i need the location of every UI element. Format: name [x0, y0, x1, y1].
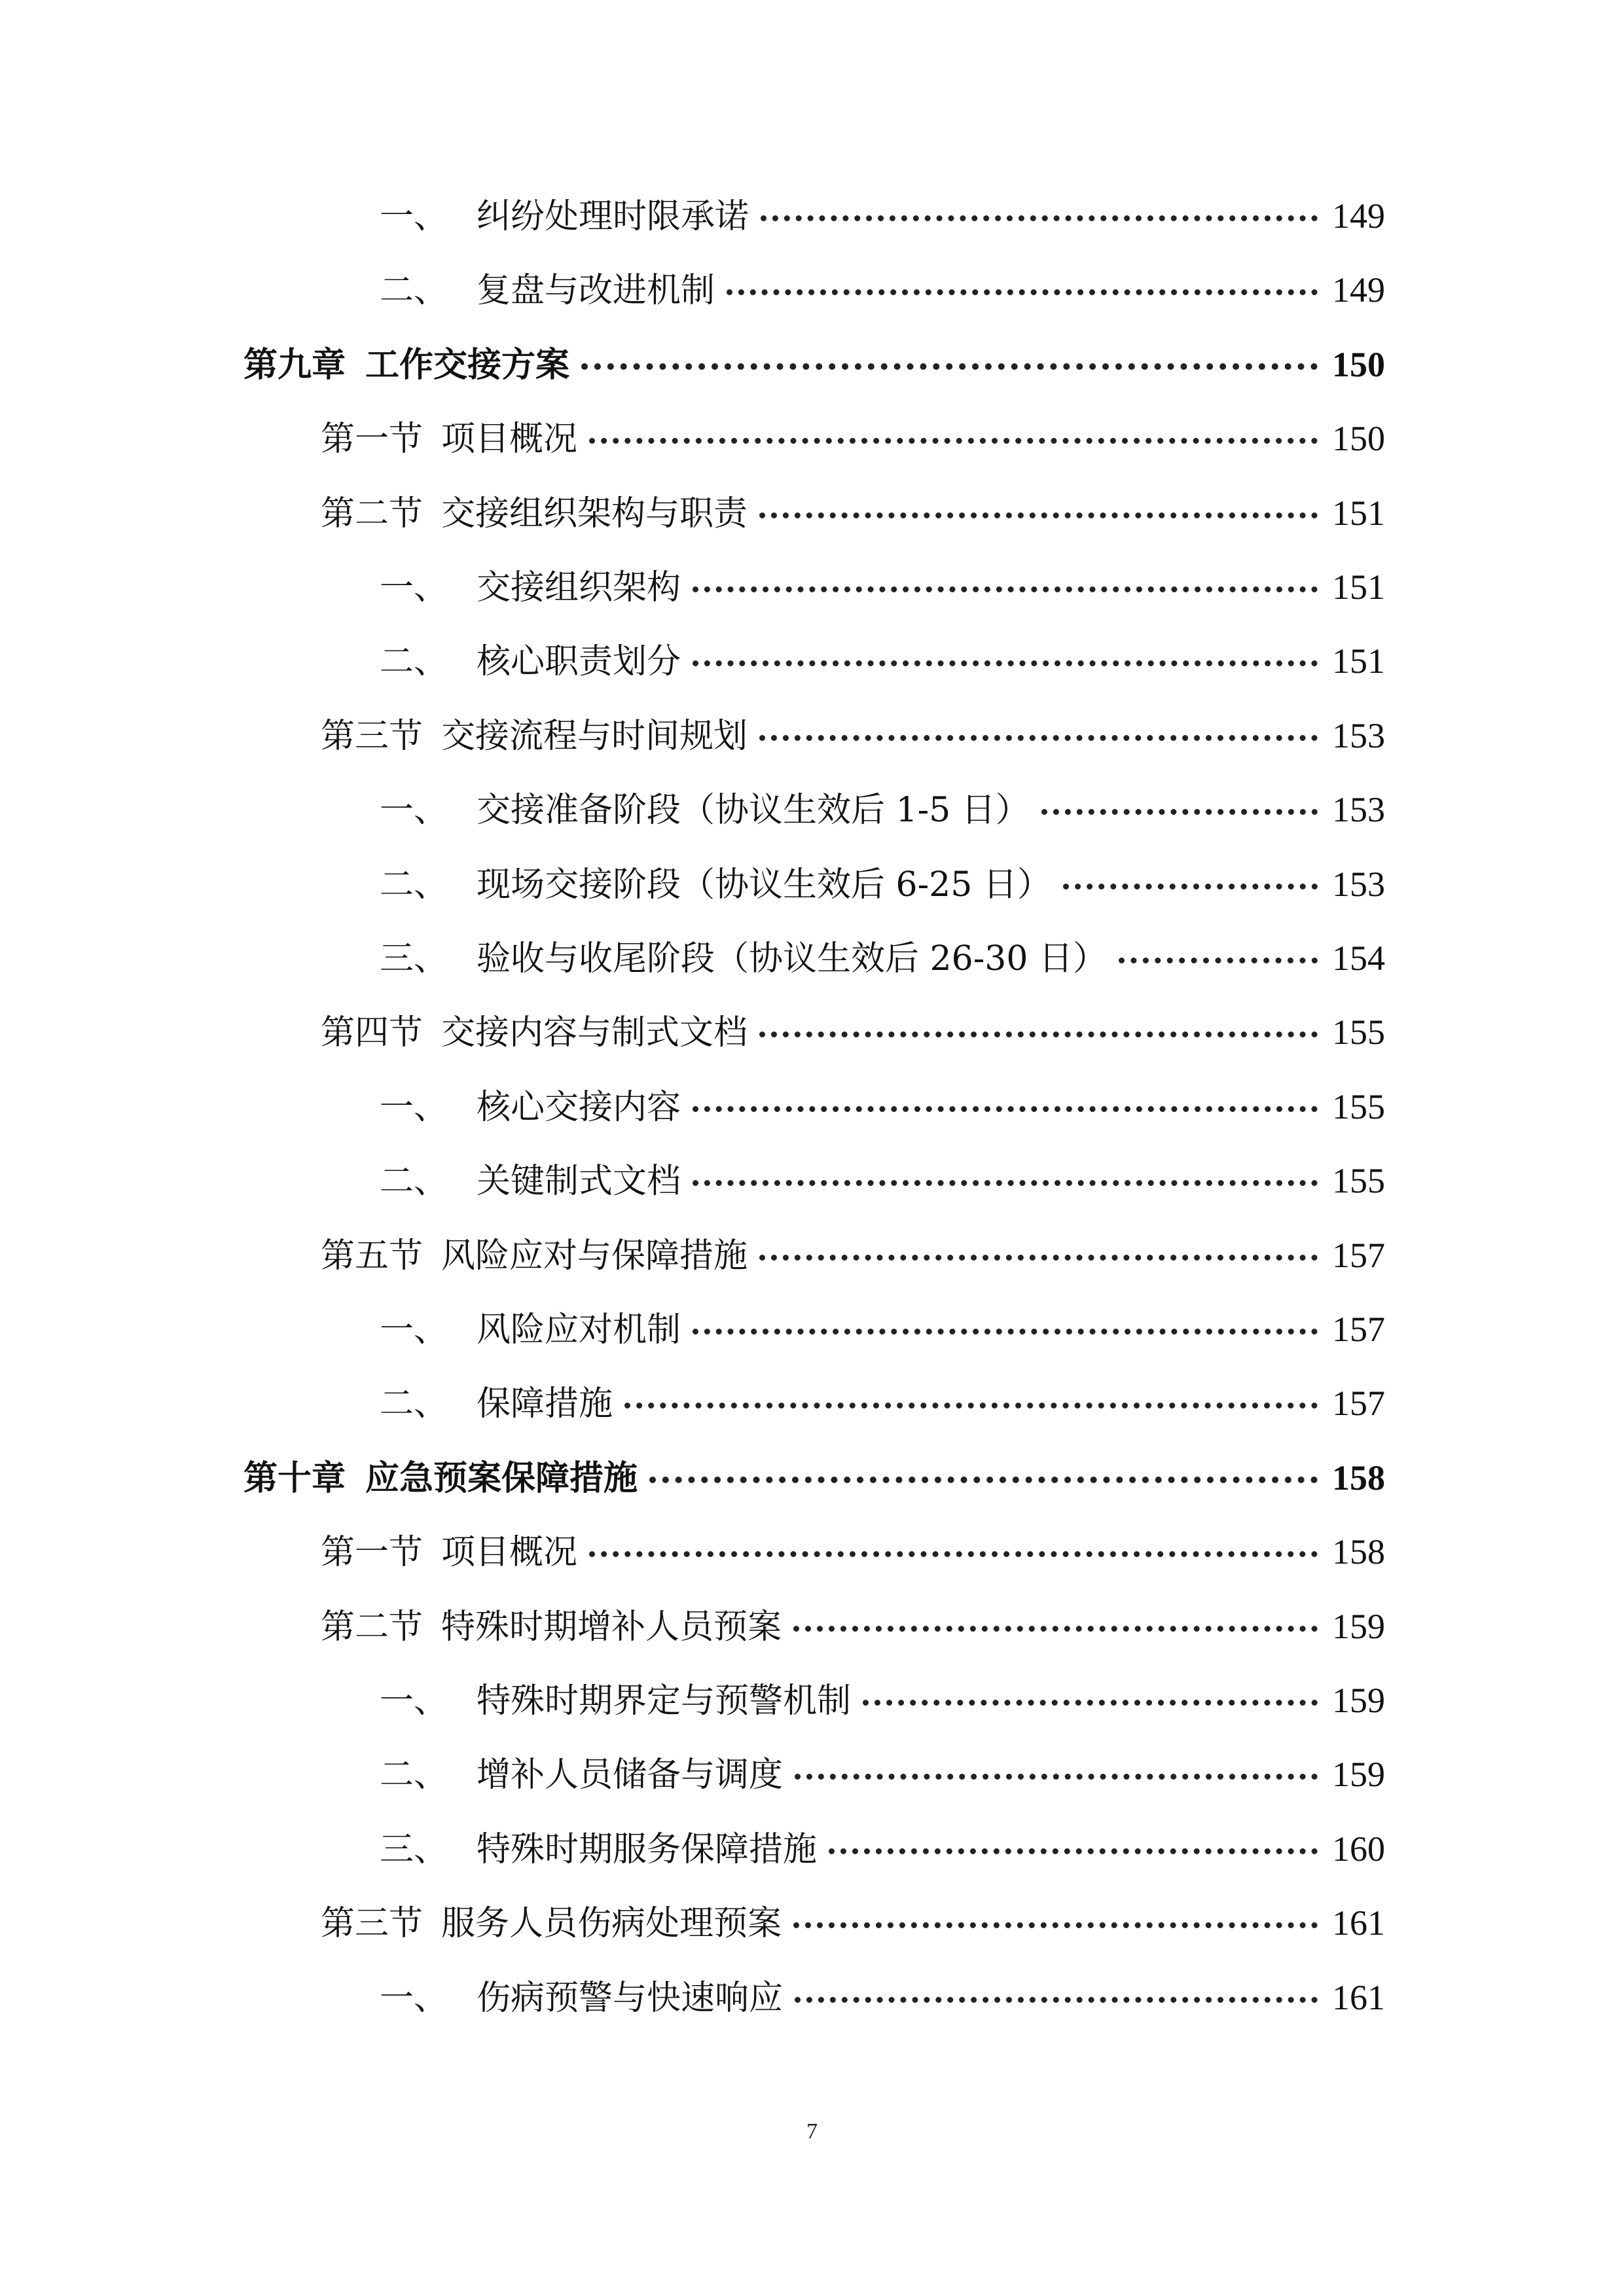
toc-entry-page: 159 [1332, 1606, 1385, 1646]
dot-leader [793, 1626, 1318, 1632]
dot-leader [863, 1700, 1318, 1706]
toc-entry[interactable] [380, 1081, 1385, 1133]
toc-entry[interactable] [380, 1303, 1385, 1355]
toc-entry-page: 155 [1332, 1161, 1385, 1201]
toc-entry-number: 三、 [380, 939, 448, 978]
toc-entry[interactable] [321, 1526, 1385, 1578]
toc-entry-page: 153 [1332, 790, 1385, 830]
toc-entry-number: 一、 [380, 197, 448, 236]
dot-leader [589, 438, 1318, 444]
toc-entry[interactable] [380, 190, 1385, 242]
toc-entry-page: 161 [1332, 1977, 1385, 2017]
toc-entry-number: 第三节 [321, 1904, 424, 1944]
dot-leader [793, 1922, 1318, 1928]
toc-entry-title: 交接组织架构 [477, 568, 681, 607]
toc-entry-title: 风险应对机制 [477, 1310, 681, 1350]
toc-entry-number: 一、 [380, 1978, 448, 2018]
toc-entry-title: 工作交接方案 [365, 344, 570, 385]
toc-entry-number: 第十章 [244, 1458, 346, 1498]
toc-entry-number: 一、 [380, 1681, 448, 1721]
toc-entry[interactable] [380, 1377, 1385, 1429]
toc-entry[interactable] [380, 1155, 1385, 1207]
dot-leader [589, 1551, 1318, 1557]
toc-entry[interactable] [380, 1748, 1385, 1801]
toc-entry-title: 应急预案保障措施 [365, 1458, 638, 1498]
toc-entry[interactable] [380, 932, 1385, 984]
toc-entry-title: 项目概况 [441, 1533, 578, 1573]
toc-entry-number: 二、 [380, 1755, 448, 1795]
toc-entry-number: 二、 [380, 1162, 448, 1202]
toc-entry-title: 现场交接阶段（协议生效后 6-25 日） [477, 865, 1051, 905]
toc-entry-page: 149 [1332, 270, 1385, 310]
dot-leader [693, 1180, 1318, 1186]
toc-entry-number: 二、 [380, 1384, 448, 1424]
toc-entry[interactable] [244, 1452, 1385, 1504]
toc-entry-title: 风险应对与保障措施 [441, 1236, 748, 1276]
toc-entry-title: 交接准备阶段（协议生效后 1-5 日） [477, 791, 1030, 831]
toc-entry-number: 第一节 [321, 420, 424, 459]
dot-leader [693, 586, 1318, 592]
toc-entry[interactable] [380, 858, 1385, 910]
toc-entry[interactable] [380, 1674, 1385, 1727]
toc-entry-page: 154 [1332, 939, 1385, 978]
toc-entry-page: 153 [1332, 864, 1385, 904]
dot-leader [693, 660, 1318, 666]
toc-entry-title: 验收与收尾阶段（协议生效后 26-30 日） [477, 939, 1107, 978]
toc-entry-page: 157 [1332, 1310, 1385, 1349]
toc-entry-page: 159 [1332, 1755, 1385, 1795]
dot-leader [795, 1774, 1318, 1780]
toc-entry-title: 纠纷处理时限承诺 [477, 197, 749, 236]
toc-entry[interactable] [321, 1229, 1385, 1282]
toc-entry-title: 交接组织架构与职责 [441, 493, 748, 533]
dot-leader [759, 1031, 1318, 1037]
toc-entry-page: 151 [1332, 567, 1385, 607]
toc-entry-number: 第九章 [244, 344, 346, 385]
dot-leader [693, 1106, 1318, 1112]
toc-entry-title: 服务人员伤病处理预案 [441, 1904, 782, 1944]
toc-entry-page: 151 [1332, 493, 1385, 533]
dot-leader [759, 512, 1318, 518]
toc-entry-title: 关键制式文档 [477, 1162, 681, 1202]
toc-entry[interactable] [321, 1897, 1385, 1949]
toc-entry-title: 交接内容与制式文档 [441, 1013, 748, 1053]
toc-entry-number: 一、 [380, 1310, 448, 1350]
toc-entry-title: 核心交接内容 [477, 1087, 681, 1127]
toc-entry-page: 153 [1332, 715, 1385, 755]
dot-leader [693, 1329, 1318, 1335]
toc-entry-title: 核心职责划分 [477, 642, 681, 682]
toc-entry[interactable] [244, 338, 1385, 391]
toc-entry-page: 159 [1332, 1681, 1385, 1720]
toc-entry[interactable] [321, 1600, 1385, 1653]
toc-entry-number: 三、 [380, 1829, 448, 1869]
toc-entry-number: 第一节 [321, 1533, 424, 1573]
toc-entry[interactable] [380, 1823, 1385, 1875]
toc-entry-page: 160 [1332, 1829, 1385, 1869]
toc-entry-title: 特殊时期增补人员预案 [441, 1607, 782, 1647]
dot-leader [1063, 884, 1318, 889]
toc-entry-title: 伤病预警与快速响应 [477, 1978, 784, 2018]
toc-entry[interactable] [380, 1971, 1385, 2024]
toc-entry-page: 158 [1332, 1532, 1385, 1572]
toc-entry-number: 一、 [380, 568, 448, 607]
toc-entry-page: 158 [1332, 1458, 1385, 1498]
toc-entry-page: 151 [1332, 641, 1385, 681]
footer-page-number: 7 [806, 2119, 818, 2144]
dot-leader [761, 215, 1318, 221]
toc-entry-title: 项目概况 [441, 420, 578, 459]
toc-entry-page: 161 [1332, 1903, 1385, 1943]
dot-leader [1119, 958, 1318, 963]
dot-leader [727, 289, 1318, 295]
toc-entry-title: 增补人员储备与调度 [477, 1755, 784, 1795]
dot-leader [759, 735, 1318, 741]
toc-entry-title: 保障措施 [477, 1384, 613, 1424]
dot-leader [795, 1997, 1318, 2003]
dot-leader [624, 1403, 1318, 1408]
toc-entry[interactable] [321, 709, 1385, 762]
toc-entry-number: 二、 [380, 271, 448, 311]
toc-entry-title: 交接流程与时间规划 [441, 716, 748, 756]
toc-entry-number: 一、 [380, 791, 448, 831]
toc-entry-title: 复盘与改进机制 [477, 271, 715, 311]
toc-entry-page: 155 [1332, 1013, 1385, 1052]
toc-entry[interactable] [380, 561, 1385, 613]
dot-leader [581, 363, 1318, 370]
toc-entry-number: 第二节 [321, 493, 424, 533]
dot-leader [649, 1477, 1318, 1483]
toc-entry[interactable] [321, 412, 1385, 465]
dot-leader [829, 1848, 1318, 1854]
toc-entry[interactable] [380, 635, 1385, 687]
toc-entry[interactable] [380, 783, 1385, 836]
toc-entry[interactable] [380, 264, 1385, 316]
toc-entry-number: 二、 [380, 865, 448, 905]
toc-entry-title: 特殊时期服务保障措施 [477, 1829, 818, 1869]
toc-entry-page: 150 [1332, 419, 1385, 459]
toc-entry-page: 157 [1332, 1384, 1385, 1424]
toc-entry-number: 第三节 [321, 716, 424, 756]
toc-entry[interactable] [321, 487, 1385, 539]
toc-entry-number: 二、 [380, 642, 448, 682]
toc-entry[interactable] [321, 1006, 1385, 1058]
toc-entry-number: 第二节 [321, 1607, 424, 1647]
toc-entry-page: 155 [1332, 1086, 1385, 1126]
toc-entry-page: 149 [1332, 196, 1385, 236]
toc-entry-number: 第五节 [321, 1236, 424, 1276]
dot-leader [759, 1255, 1318, 1261]
toc-entry-number: 一、 [380, 1087, 448, 1127]
toc-entry-title: 特殊时期界定与预警机制 [477, 1681, 852, 1721]
dot-leader [1041, 809, 1318, 815]
toc-entry-page: 157 [1332, 1235, 1385, 1275]
toc-entry-page: 150 [1332, 344, 1385, 384]
toc-entry-number: 第四节 [321, 1013, 424, 1053]
